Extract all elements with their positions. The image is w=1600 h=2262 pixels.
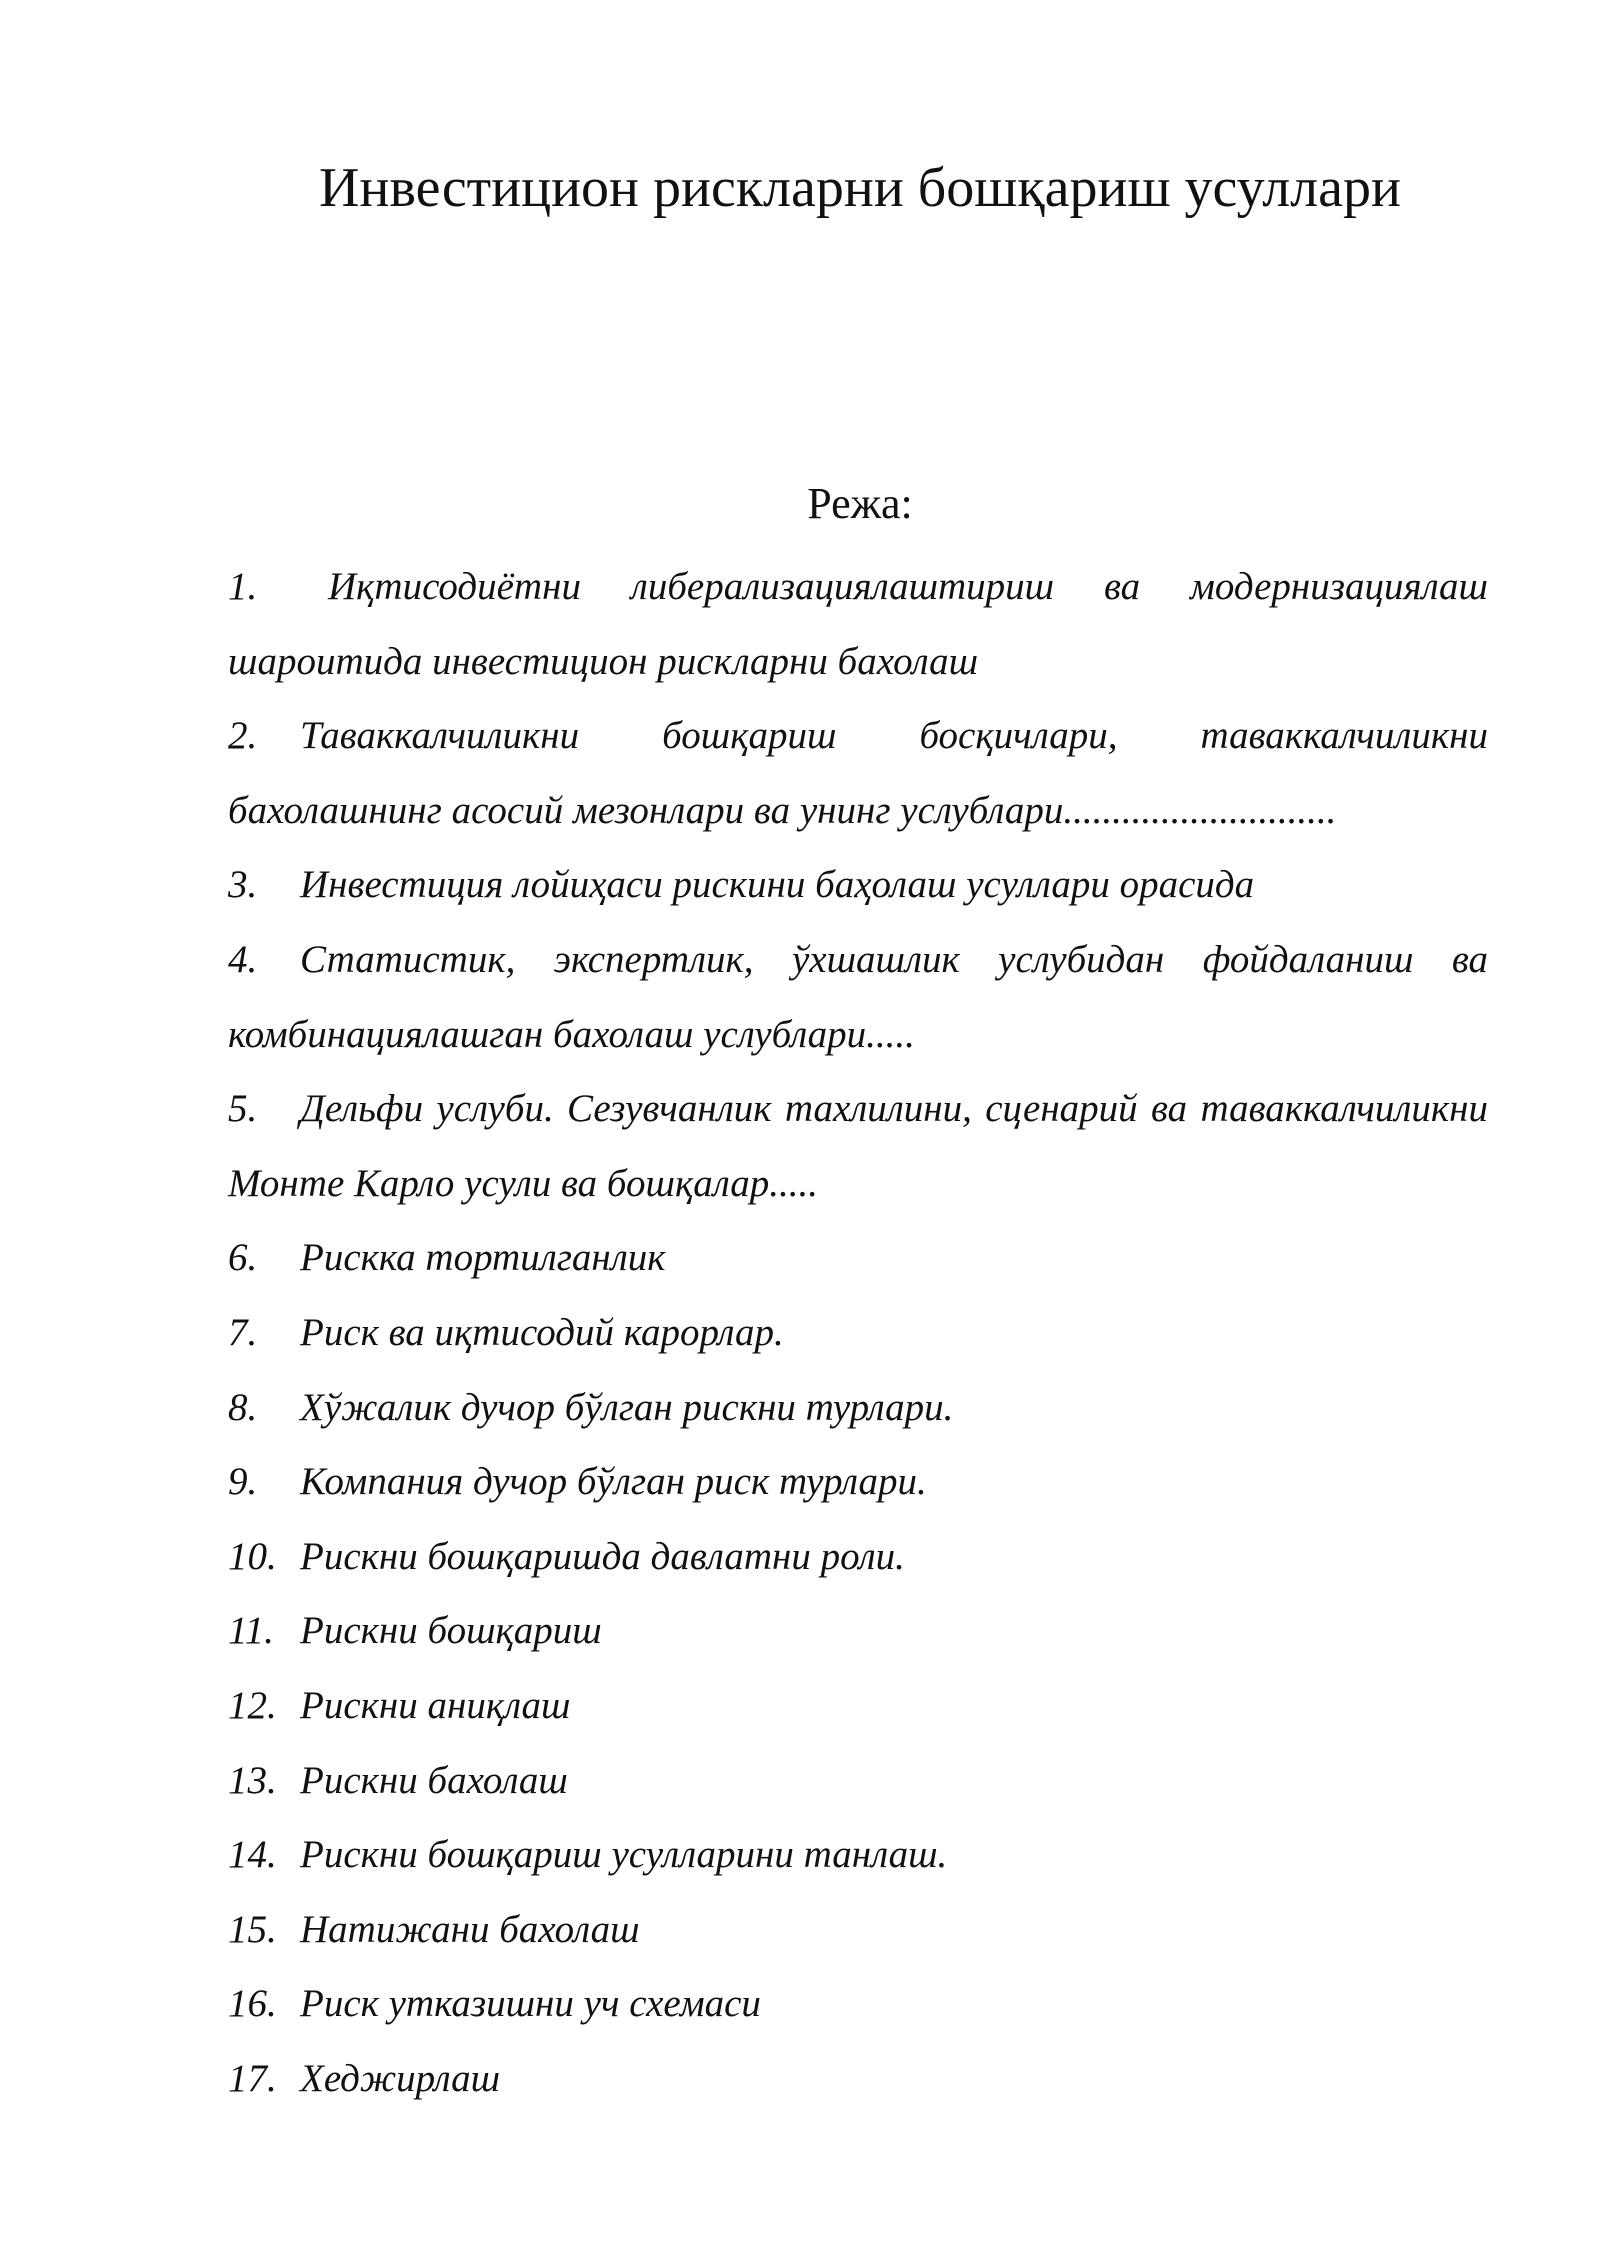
item-text: Иқтисодиётни либерализациялаштириш ва модернизациялаш шароитида инвестицион рискларни бахолаш: [228, 565, 1488, 683]
item-text: Натижани бахолаш: [300, 1907, 640, 1951]
list-item: [228, 550, 1488, 699]
item-number: 4.: [228, 937, 258, 981]
item-text: Рискни бошқариш: [300, 1609, 602, 1653]
list-item: [228, 1445, 1488, 1520]
list-item: [228, 1744, 1488, 1819]
item-number: 5.: [228, 1087, 258, 1131]
item-text: Рискни аниқлаш: [300, 1683, 571, 1727]
item-number: 13.: [228, 1758, 277, 1802]
item-number: 14.: [228, 1833, 277, 1877]
item-number: 12.: [228, 1683, 277, 1727]
list-item: [228, 1371, 1488, 1446]
item-number: 3.: [228, 863, 258, 907]
list-item: [228, 1893, 1488, 1968]
item-text: Компания дучор бўлган риск турлари.: [300, 1460, 927, 1504]
title-container: [160, 155, 1560, 222]
item-text: Хўжалик дучор бўлган рискни турлари.: [300, 1385, 954, 1429]
item-text: Риск утказишни уч схемаси: [300, 1982, 761, 2026]
item-number: 2.: [228, 714, 258, 758]
item-text: Рискни бошқаришда давлатни роли.: [300, 1534, 905, 1578]
document-title: Инвестицион рискларни бошқариш усуллари: [319, 157, 1401, 219]
list-item: [228, 1594, 1488, 1669]
list-item: [228, 1818, 1488, 1893]
item-number: 17.: [228, 2056, 277, 2100]
item-text: Рискни бахолаш: [300, 1758, 568, 1802]
list-item: [228, 848, 1488, 923]
item-number: 15.: [228, 1907, 277, 1951]
item-text: Риск ва иқтисодий карорлар.: [300, 1310, 784, 1354]
item-number: 1.: [228, 565, 258, 608]
item-text: Хеджирлаш: [300, 2056, 501, 2100]
item-number: 10.: [228, 1534, 277, 1578]
item-number: 11.: [228, 1609, 274, 1653]
list-item: [228, 2042, 1488, 2117]
list-item: [228, 699, 1488, 848]
item-text: Инвестиция лойиҳаси рискини баҳолаш усуллари орасида: [300, 863, 1255, 907]
item-text: Рискка тортилганлик: [300, 1236, 666, 1280]
item-text: Рискни бошқариш усулларини танлаш.: [300, 1833, 948, 1877]
item-number: 9.: [228, 1460, 258, 1504]
list-item: [228, 1967, 1488, 2042]
list-item: [228, 923, 1488, 1072]
item-number: 8.: [228, 1385, 258, 1429]
list-item: [228, 1669, 1488, 1744]
list-item: [228, 1520, 1488, 1595]
item-number: 7.: [228, 1310, 258, 1354]
item-text: Таваккалчиликни бошқариш босқичлари, таваккалчиликни бахолашнинг асосий мезонлари ва унинг услублари............................: [228, 714, 1488, 832]
list-item: [228, 1296, 1488, 1371]
item-number: 16.: [228, 1982, 277, 2026]
plan-heading: Режа:: [807, 479, 913, 528]
item-text: Дельфи услуби. Сезувчанлик тахлилини, сценарий ва таваккалчиликни Монте Карло усули ва бошқалар.....: [228, 1087, 1488, 1205]
plan-list: [228, 550, 1488, 2116]
list-item: [228, 1221, 1488, 1296]
item-number: 6.: [228, 1236, 258, 1280]
item-text: Статистик, экспертлик, ўхшашлик услубидан фойдаланиш ва комбинациялашган бахолаш услублари.....: [228, 937, 1488, 1056]
list-item: [228, 1072, 1488, 1221]
